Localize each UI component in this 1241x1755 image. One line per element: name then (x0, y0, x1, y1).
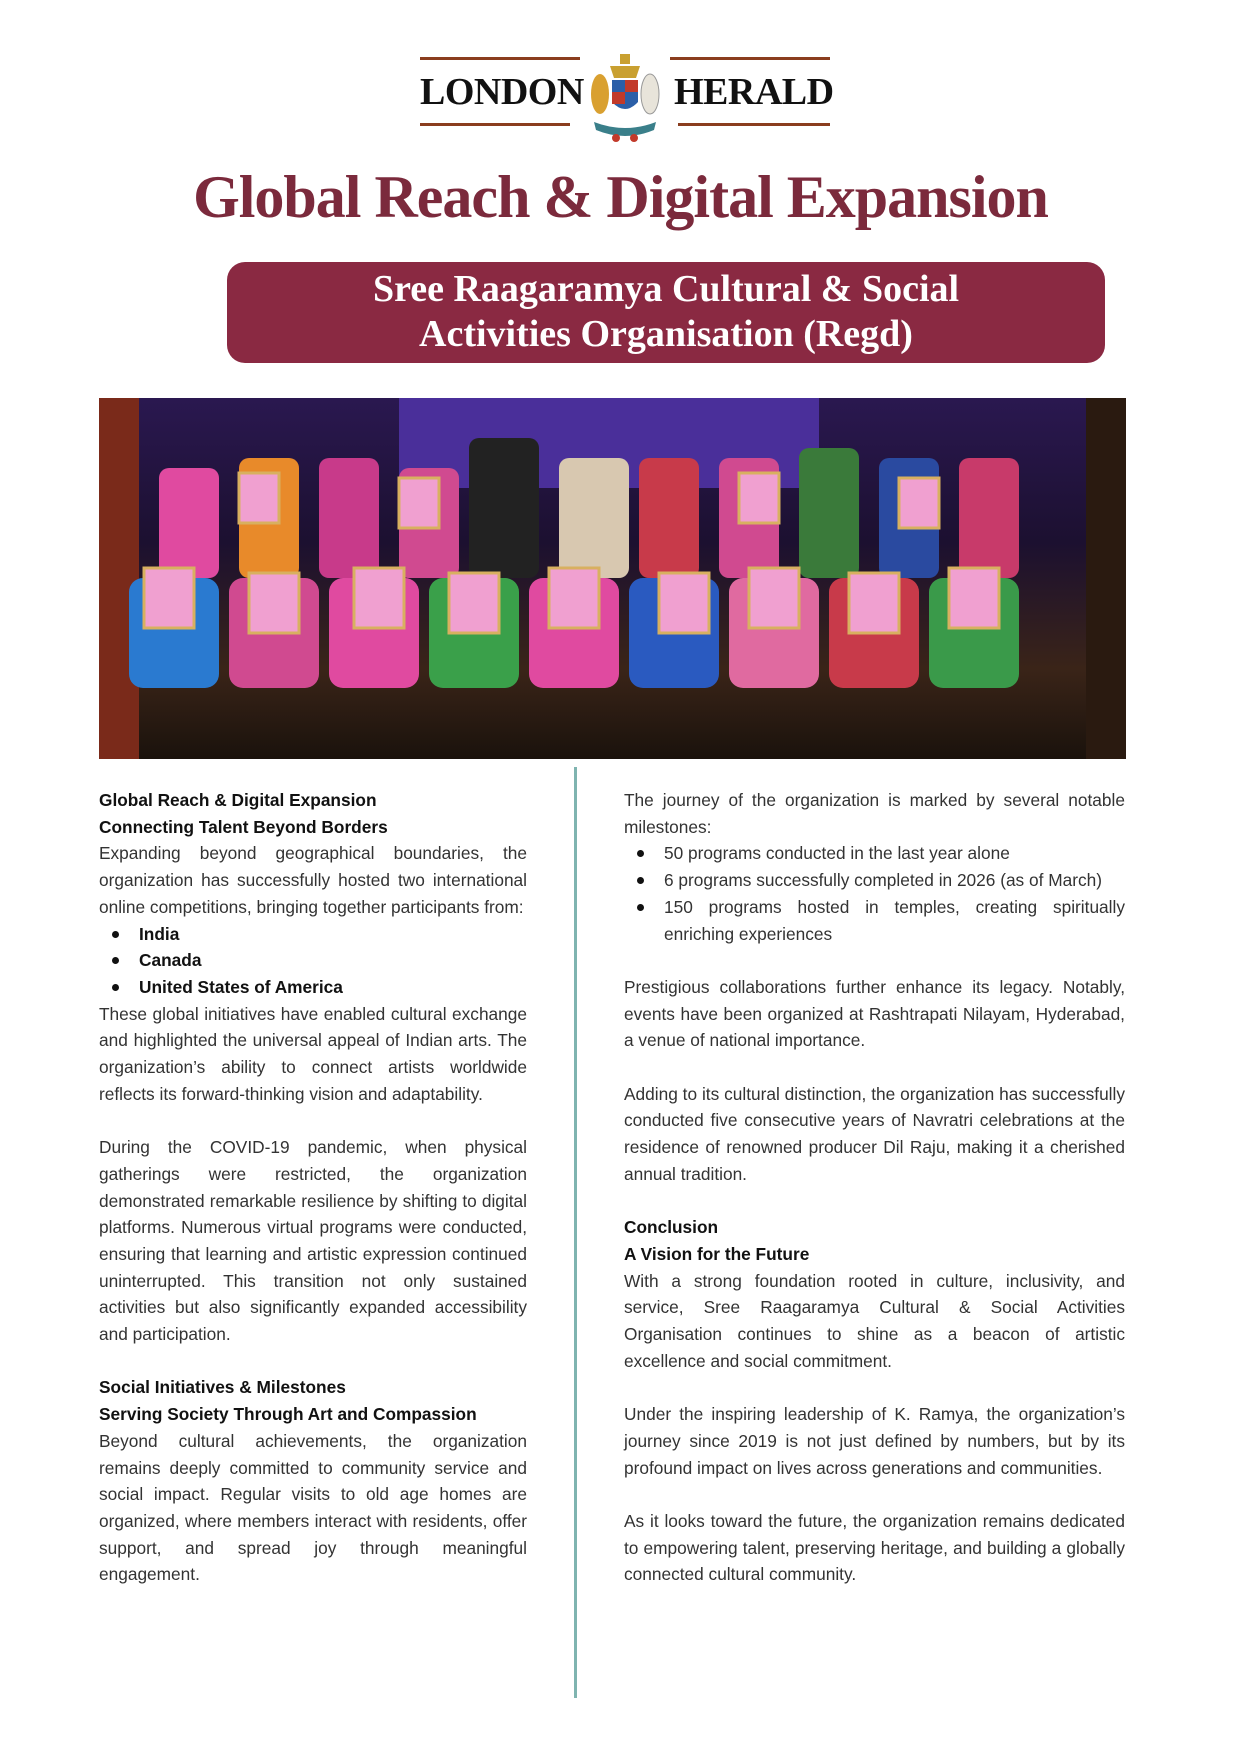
section-subheading: A Vision for the Future (624, 1243, 810, 1264)
group-photo-image (99, 398, 1126, 759)
paragraph: During the COVID-19 pandemic, when physical gatherings were restricted, the organization demonstrated remarkable resilience by shifting to digital platforms. Numerous virtual programs were conducted, ensuring that learning and artistic expression continued uninterrupted. This transition not only sustained activities but also significantly expanded accessibility and participation. (99, 1137, 527, 1345)
section-heading: Social Initiatives & Milestones (99, 1377, 346, 1398)
banner-line: Activities Organisation (Regd) (419, 313, 913, 355)
rule (420, 123, 570, 126)
rule (420, 57, 580, 60)
section-heading: Global Reach & Digital Expansion (99, 790, 377, 810)
masthead-left-word: LONDON (420, 71, 584, 113)
list-item: 50 programs conducted in the last year alone (624, 840, 1125, 867)
countries-list (99, 921, 527, 1001)
group-photo (99, 398, 1126, 759)
list-item: United States of America (99, 974, 527, 1001)
masthead-right-word: HERALD (674, 71, 834, 113)
list-item: Canada (99, 947, 527, 974)
milestones-list (624, 840, 1125, 947)
masthead-logo (420, 52, 834, 147)
banner-line: Sree Raagaramya Cultural & Social (372, 268, 960, 310)
paragraph: Expanding beyond geographical boundaries, the organization has successfully hosted two international online competitions, bringing together participants from: (99, 843, 527, 917)
column-divider (574, 767, 577, 1698)
rule (678, 123, 830, 126)
list-item: 6 programs successfully completed in 2026 (as of March) (624, 867, 1125, 894)
section-subheading: Connecting Talent Beyond Borders (99, 816, 388, 837)
section-heading: Conclusion (624, 1217, 719, 1238)
list-item: 150 programs hosted in temples, creating spiritually enriching experiences (624, 894, 1125, 947)
paragraph: These global initiatives have enabled cultural exchange and highlighted the universal appeal of Indian arts. The organization’s ability to connect artists worldwide reflects its forward-thinking vision and adaptability. (99, 1003, 527, 1104)
section-subheading: Serving Society Through Art and Compassion (99, 1404, 477, 1425)
rule (670, 57, 830, 60)
organisation-banner (227, 262, 1105, 363)
paragraph: As it looks toward the future, the organization remains dedicated to empowering talent, preserving heritage, and building a globally connected cultural community. (624, 1510, 1125, 1585)
page-title: Global Reach & Digital Expansion (193, 164, 1048, 230)
paragraph: Beyond cultural achievements, the organization remains deeply committed to community service and social impact. Regular visits to old age homes are organized, where members interact with residents, offer support, and spread joy through meaningful engagement. (99, 1430, 527, 1585)
paragraph: The journey of the organization is marked by several notable milestones: (624, 790, 1125, 837)
left-column (99, 787, 527, 1588)
royal-crest-icon (586, 52, 664, 147)
list-item: India (99, 921, 527, 948)
right-column (624, 787, 1125, 1588)
paragraph: With a strong foundation rooted in culture, inclusivity, and service, Sree Raagaramya Cultural & Social Activities Organisation continues to shine as a beacon of artistic excellence and social commitment. (624, 1270, 1125, 1371)
paragraph: Adding to its cultural distinction, the organization has successfully conducted five consecutive years of Navratri celebrations at the residence of renowned producer Dil Raju, making it a cherished annual tradition. (624, 1083, 1125, 1184)
paragraph: Under the inspiring leadership of K. Ramya, the organization’s journey since 2019 is not just defined by numbers, but by its profound impact on lives across generations and communities. (624, 1404, 1125, 1478)
paragraph: Prestigious collaborations further enhance its legacy. Notably, events have been organized at Rashtrapati Nilayam, Hyderabad, a venue of national importance. (624, 976, 1125, 1051)
